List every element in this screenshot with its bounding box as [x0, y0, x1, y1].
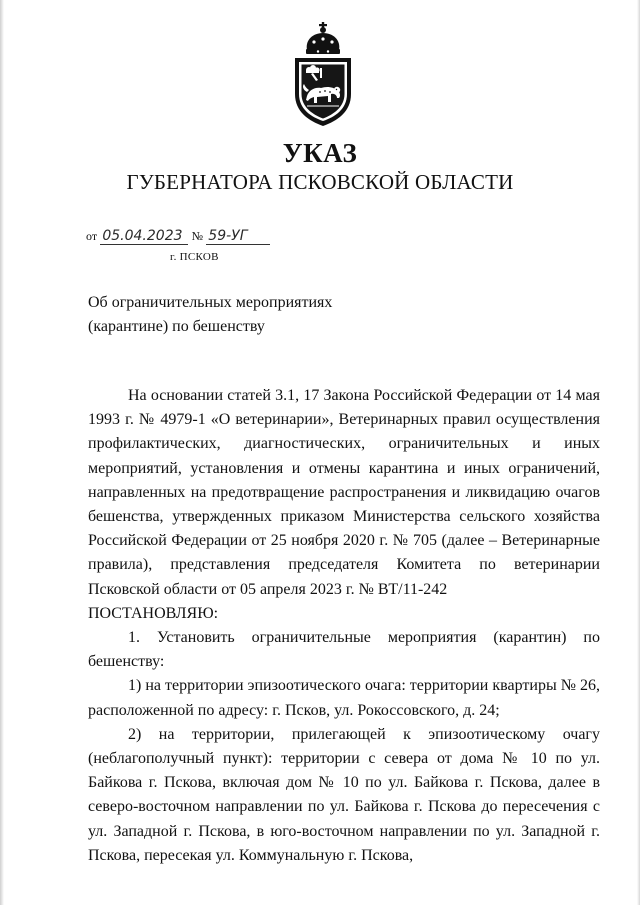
- item-1-1: 1) на территории эпизоотического очага: территории квартиры № 26, расположенной по адресу: г. Псков, ул. Рокоссовского, д. 24;: [88, 677, 600, 719]
- decree-number: 59-УГ: [206, 229, 270, 245]
- document-title: УКАЗ: [282, 138, 358, 168]
- item-1: 1. Установить ограничительные мероприятия (карантин) по бешенству:: [88, 629, 600, 671]
- issue-city: г. ПСКОВ: [170, 251, 219, 263]
- decree-subject: [88, 291, 332, 339]
- coat-of-arms-icon: [287, 20, 359, 128]
- item-1-2: 2) на территории, прилегающей к эпизоотическому очагу (неблагополучный пункт): территории с севера от дома № 10 по ул. Байкова г. Пскова, включая дом № 10 по ул. Байкова г. Пскова, далее в северо-восточном направлении по ул. Байкова г. Пскова до пересечения с ул. Западной г. Пскова, в юго-восточном направлении по ул. Западной г. Пскова, пересекая ул. Коммунальную г. Пскова,: [88, 725, 600, 864]
- scan-edge-left: [0, 0, 4, 905]
- number-label: №: [191, 229, 204, 243]
- from-label: от: [86, 229, 98, 243]
- subject-line-1: Об ограничительных мероприятиях: [88, 294, 333, 311]
- intro-paragraph: На основании статей 3.1, 17 Закона Российской Федерации от 14 мая 1993 г. № 4979-1 «О ветеринарии», Ветеринарных правил осуществления профилактических, диагностических, ограничительных и иных мероприятий, установления и отмены карантина и иных ограничений, направленных на предотвращение распространения и ликвидацию очагов бешенства, утвержденных приказом Министерства сельского хозяйства Российской Федерации от 25 ноября 2020 г. № 705 (далее – Ветеринарные правила), представления председателя Комитета по ветеринарии Псковской области от 05 апреля 2023 г. № ВТ/11-242: [88, 387, 600, 598]
- issuer-title: ГУБЕРНАТОРА ПСКОВСКОЙ ОБЛАСТИ: [126, 170, 514, 194]
- decree-meta: [86, 228, 270, 245]
- decree-word: ПОСТАНОВЛЯЮ:: [88, 604, 219, 622]
- decree-body: [88, 384, 600, 868]
- decree-date: 05.04.2023: [100, 229, 188, 245]
- subject-line-2: (карантине) по бешенству: [88, 318, 265, 335]
